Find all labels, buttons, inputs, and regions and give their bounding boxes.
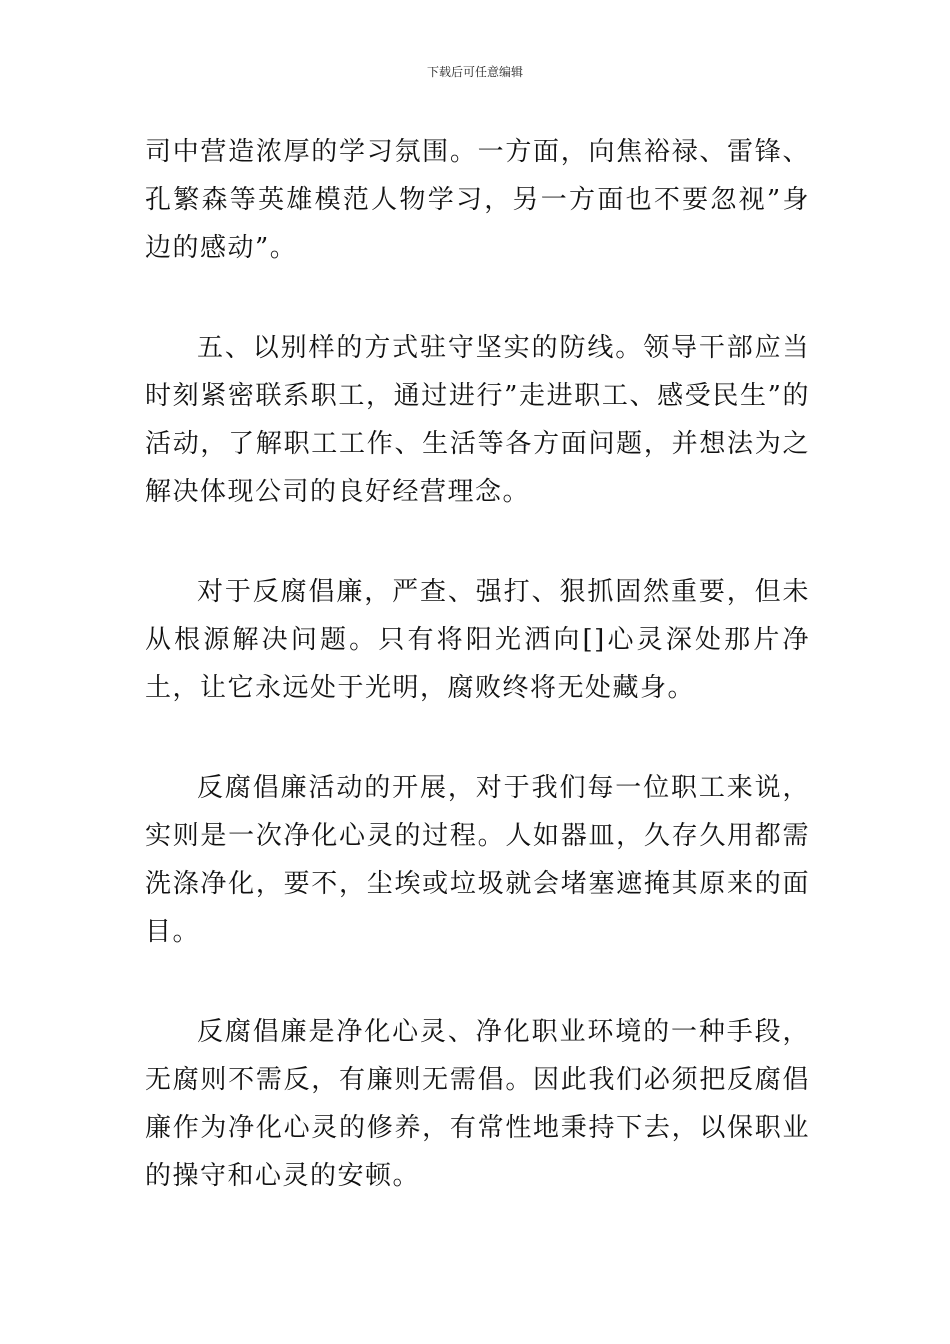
paragraph-spacer: [145, 712, 810, 764]
paragraph-4: 反腐倡廉活动的开展，对于我们每一位职工来说，实则是一次净化心灵的过程。人如器皿，久存久用都需洗涤净化，要不，尘埃或垃圾就会堵塞遮掩其原来的面目。: [145, 773, 810, 947]
paragraph-2: 五、以别样的方式驻守坚实的防线。领导干部应当时刻紧密联系职工，通过进行”走进职工、感受民生”的活动，了解职工工作、生活等各方面问题，并想法为之解决体现公司的良好经营理念。: [145, 333, 810, 507]
paragraph-spacer: [145, 956, 810, 1008]
page-header-note: 下载后可任意编辑: [426, 65, 523, 79]
paragraph-1: 司中营造浓厚的学习氛围。一方面，向焦裕禄、雷锋、孔繁森等英雄模范人物学习，另一方面也不要忽视”身边的感动”。: [145, 137, 810, 263]
paragraph-spacer: [145, 272, 810, 324]
paragraph-5: 反腐倡廉是净化心灵、净化职业环境的一种手段，无腐则不需反，有廉则无需倡。因此我们必须把反腐倡廉作为净化心灵的修养，有常性地秉持下去，以保职业的操守和心灵的安顿。: [145, 1017, 810, 1191]
document-body: [145, 128, 810, 1200]
paragraph-spacer: [145, 516, 810, 568]
paragraph-3: 对于反腐倡廉，严查、强打、狠抓固然重要，但未从根源解决问题。只有将阳光洒向[]心灵深处那片净土，让它永远处于光明，腐败终将无处藏身。: [145, 577, 810, 703]
